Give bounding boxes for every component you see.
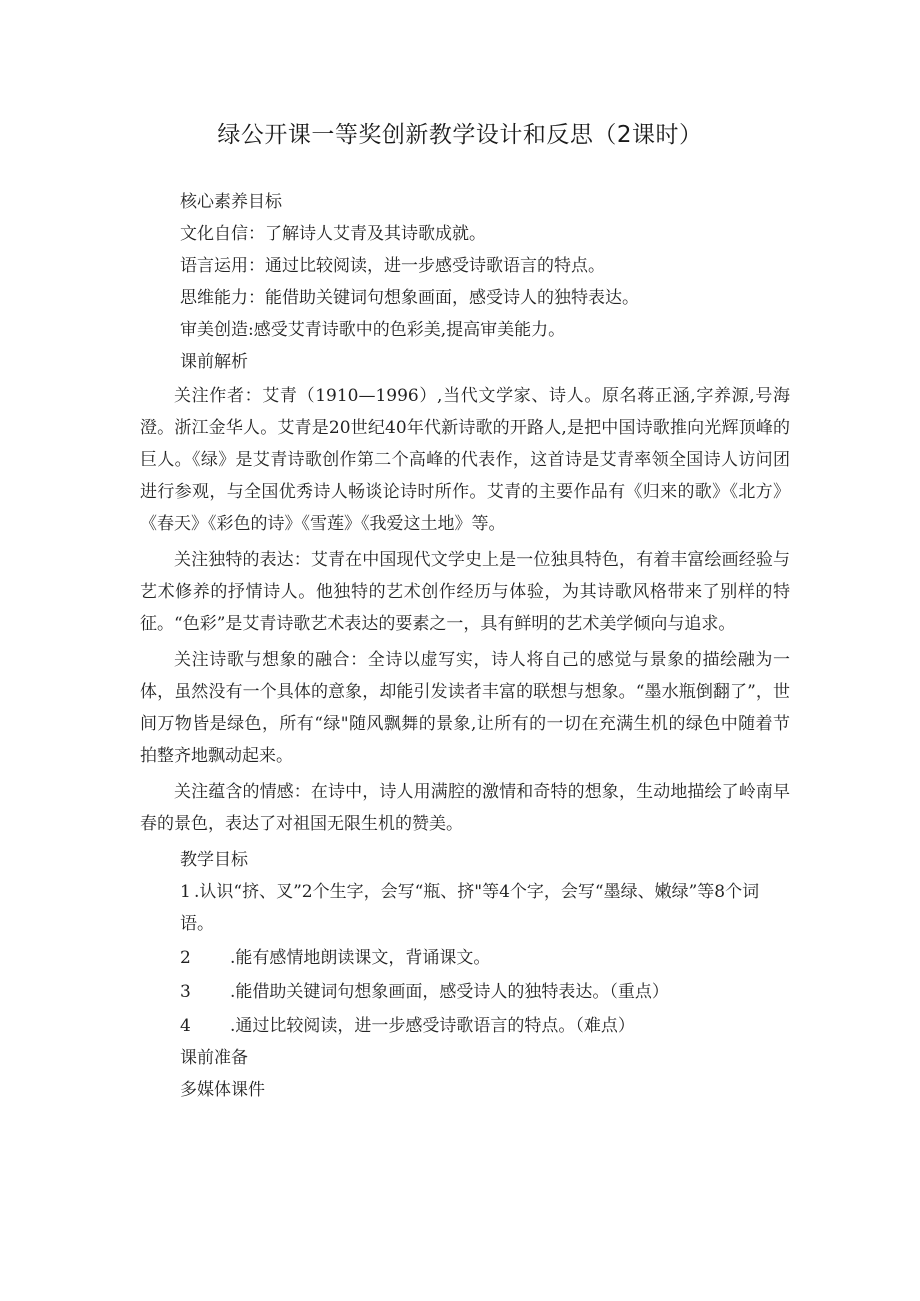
paragraph-author: 关注作者：艾青（1910—1996）,当代文学家、诗人。原名蒋正涵,字养源,号海澄。浙江金华人。艾青是20世纪40年代新诗歌的开路人,是把中国诗歌推向光辉顶峰的巨人。《绿》是艾青诗歌创作第二个高峰的代表作，这首诗是艾青率领全国诗人访问团进行参观，与全国优秀诗人畅谈论诗时所作。艾青的主要作品有《归来的歌》《北方》《春天》《彩色的诗》《雪莲》《我爱这土地》等。	[140, 386, 790, 534]
document-body	[140, 186, 790, 1106]
teaching-item-text: .能有感情地朗读课文，背诵课文。	[230, 948, 491, 968]
paragraph-expression: 关注独特的表达：艾青在中国现代文学史上是一位独具特色，有着丰富绘画经验与艺术修养的抒情诗人。他独特的艺术创作经历与体验，为其诗歌风格带来了别样的特征。“色彩”是艾青诗歌艺术表达的要素之一，具有鲜明的艺术美学倾向与追求。	[140, 550, 790, 634]
analysis-heading: 课前解析	[180, 352, 248, 372]
teaching-heading: 教学目标	[180, 850, 248, 870]
paragraph-imagination: 关注诗歌与想象的融合：全诗以虚写实，诗人将自己的感觉与景象的描绘融为一体，虽然没有一个具体的意象，却能引发读者丰富的联想与想象。“墨水瓶倒翻了”，世间万物皆是绿色，所有“绿"随风飘舞的景象,让所有的一切在充满生机的绿色中随着节拍整齐地飘动起来。	[140, 650, 790, 766]
goal-item: 文化自信：了解诗人艾青及其诗歌成就。	[180, 224, 486, 244]
teaching-item-text: .能借助关键词句想象画面，感受诗人的独特表达。（重点）	[230, 982, 669, 1002]
prep-text: 多媒体课件	[180, 1080, 265, 1100]
prep-heading: 课前准备	[180, 1048, 248, 1068]
teaching-item-number: 4	[180, 1016, 191, 1036]
goals-heading: 核心素养目标	[180, 192, 282, 212]
teaching-item	[140, 942, 790, 974]
page-title: 绿公开课一等奖创新教学设计和反思（2课时）	[217, 122, 703, 148]
goal-item: 语言运用：通过比较阅读，进一步感受诗歌语言的特点。	[180, 256, 605, 276]
paragraph-emotion: 关注蕴含的情感：在诗中，诗人用满腔的激情和奇特的想象，生动地描绘了岭南早春的景色，表达了对祖国无限生机的赞美。	[140, 782, 790, 834]
teaching-item-text: .通过比较阅读，进一步感受诗歌语言的特点。（难点）	[230, 1016, 635, 1036]
teaching-item-number: 1	[180, 882, 191, 902]
goal-item: 审美创造:感受艾青诗歌中的色彩美,提高审美能力。	[180, 320, 566, 340]
teaching-item	[140, 976, 790, 1008]
teaching-item-number: 3	[180, 982, 191, 1002]
teaching-item	[140, 1010, 790, 1042]
teaching-item-text: .认识“挤、叉”2个生字，会写“瓶、挤"等4个字，会写“墨绿、嫩绿”等8个词语。	[180, 882, 760, 934]
teaching-item-number: 2	[180, 948, 191, 968]
goal-item: 思维能力：能借助关键词句想象画面，感受诗人的独特表达。	[180, 288, 639, 308]
teaching-item	[140, 876, 790, 940]
